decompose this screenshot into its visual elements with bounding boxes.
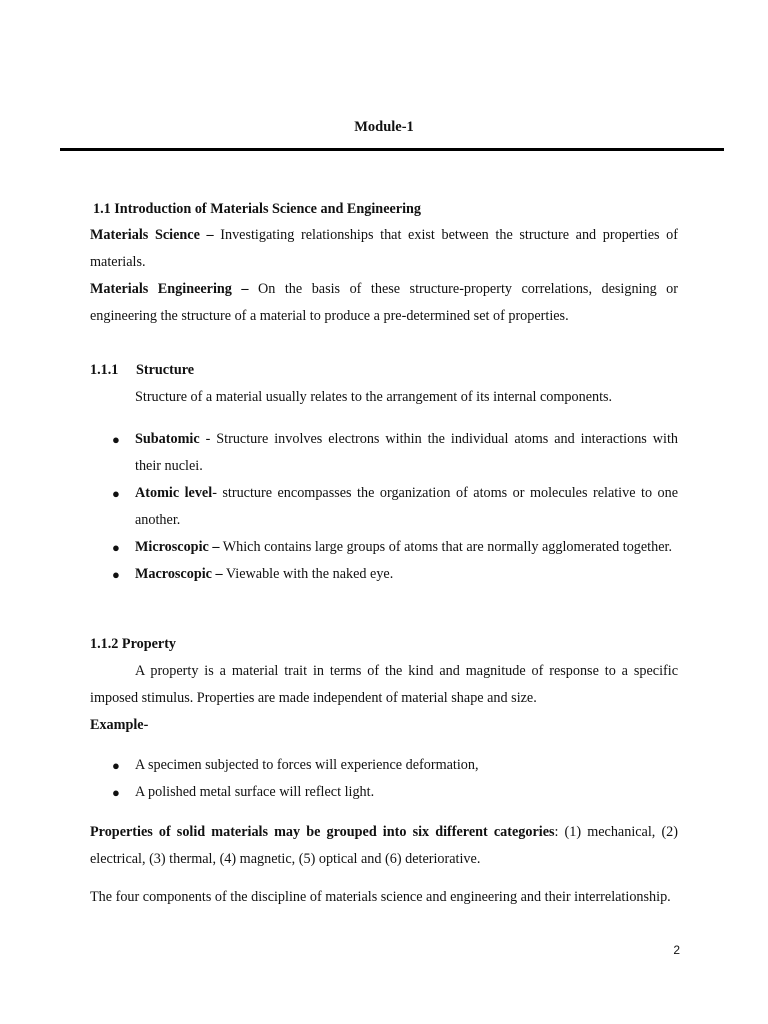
section-heading-introduction: 1.1 Introduction of Materials Science and Engineering <box>93 201 422 217</box>
bullet-icon: ● <box>112 758 120 773</box>
section-title: Structure <box>136 362 195 378</box>
list-item <box>90 561 678 588</box>
list-item-text: Which contains large groups of atoms that are normally agglomerated together. <box>219 539 673 555</box>
list-item <box>90 480 678 534</box>
materials-engineering-term: Materials Engineering – <box>90 281 249 297</box>
section-title: 1.1.2 Property <box>90 636 177 652</box>
bullet-icon: ● <box>112 540 120 555</box>
materials-science-term: Materials Science – <box>90 227 214 243</box>
categories-text: : (1) mechanical, (2) electrical, (3) thermal, (4) magnetic, (5) optical and (6) deteriorative. <box>90 824 678 867</box>
list-item <box>90 534 678 561</box>
example-label-text: Example- <box>90 717 149 733</box>
module-title: Module-1 <box>354 119 414 135</box>
list-item-term: Atomic level <box>135 485 213 501</box>
list-item <box>90 752 678 779</box>
section-number: 1.1.1 <box>90 362 119 378</box>
structure-description: Structure of a material usually relates to the arrangement of its internal components. <box>135 389 613 405</box>
property-description: A property is a material trait in terms of the kind and magnitude of response to a specific imposed stimulus. Properties are made independent of material shape and size. <box>90 663 678 706</box>
materials-engineering-text: On the basis of these structure-property correlations, designing or engineering the structure of a material to produce a pre-determined set of properties. <box>90 281 678 324</box>
header-divider <box>60 148 724 151</box>
list-item-term: Subatomic <box>135 431 200 447</box>
bullet-icon: ● <box>112 785 120 800</box>
structure-levels-list <box>90 426 678 588</box>
components-paragraph: The four components of the discipline of materials science and engineering and their interrelationship. <box>90 889 671 905</box>
section-heading-property <box>90 631 678 658</box>
list-item <box>90 426 678 480</box>
list-item-term: Macroscopic – <box>135 566 223 582</box>
list-item-text: A specimen subjected to forces will experience deformation, <box>135 757 479 773</box>
section-introduction <box>90 197 678 330</box>
materials-engineering-definition <box>90 276 678 330</box>
materials-science-definition <box>90 222 678 276</box>
list-item-text: A polished metal surface will reflect light. <box>135 784 375 800</box>
page-number: 2 <box>673 943 680 957</box>
list-item-term: Microscopic – <box>135 539 220 555</box>
section-heading-structure <box>90 357 678 384</box>
bullet-icon: ● <box>112 486 120 501</box>
list-item <box>90 779 678 806</box>
bullet-icon: ● <box>112 432 120 447</box>
bullet-icon: ● <box>112 567 120 582</box>
section-structure <box>90 357 678 588</box>
categories-lead: Properties of solid materials may be grouped into six different categories <box>90 824 555 840</box>
property-categories-paragraph <box>90 819 678 873</box>
list-item-text: - structure encompasses the organization of atoms or molecules relative to one another. <box>135 485 679 528</box>
example-label <box>90 712 678 739</box>
list-item-text: Viewable with the naked eye. <box>222 566 394 582</box>
materials-science-text: Investigating relationships that exist between the structure and properties of materials. <box>90 227 678 270</box>
section-property <box>90 631 678 806</box>
example-list <box>90 752 678 806</box>
list-item-text: - Structure involves electrons within the individual atoms and interactions with their nuclei. <box>135 431 678 474</box>
